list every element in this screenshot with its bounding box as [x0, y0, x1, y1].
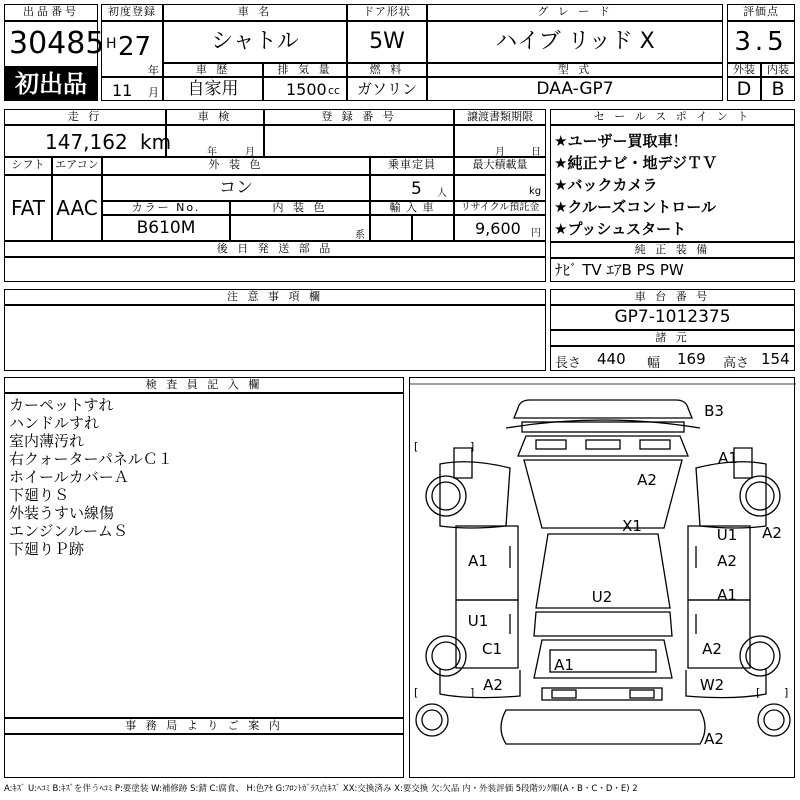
interior-grade-label: 内装 [761, 63, 795, 77]
transfer-deadline-label: 譲渡書類期限 [454, 109, 546, 125]
inspector-remarks [4, 393, 404, 718]
history: 自家用 [163, 77, 263, 101]
model-label: 型 式 [427, 63, 723, 77]
score: 3.5 [727, 21, 795, 63]
interior-color [230, 215, 370, 241]
displacement [263, 77, 347, 101]
sales-points-label: セ ー ル ス ポ イ ン ト [550, 109, 795, 125]
damage-mark-5: X1 [622, 517, 642, 535]
max-load-label: 最大積載量 [454, 157, 546, 175]
sales-points [550, 125, 795, 242]
month-unit: 月 [148, 86, 159, 99]
height: 154 [761, 350, 790, 368]
sales-point-3: ★バックカメラ [554, 176, 658, 194]
registration-number [264, 125, 454, 157]
inspection-label: 車 検 [166, 109, 264, 125]
car-outline [410, 378, 796, 779]
damage-mark-7: A1 [468, 552, 488, 570]
remark-9: 下廻りＰ跡 [9, 540, 85, 558]
damage-mark-4: A2 [762, 524, 782, 542]
damage-diagram [409, 377, 795, 778]
remark-5: ホイールカバーＡ [9, 468, 129, 486]
remark-4: 右クォーターパネルＣ１ [9, 450, 173, 468]
recycle-fee [454, 215, 546, 241]
interior-color-label: 内 装 色 [230, 201, 370, 215]
month: 11 [112, 81, 133, 100]
first-registration-year [101, 21, 163, 77]
shift: FAT [4, 175, 52, 241]
inspection-month-unit: 月 [245, 147, 255, 158]
damage-mark-1: B3 [704, 402, 724, 420]
capacity [370, 175, 454, 201]
sales-point-5: ★プッシュスタート [554, 220, 687, 238]
displacement-unit: cc [328, 84, 341, 97]
svg-text:[: [ [414, 686, 419, 699]
notes-label: 注 意 事 項 欄 [4, 289, 546, 305]
svg-text:[: [ [756, 686, 761, 699]
width-label: 幅 [647, 356, 661, 371]
office-notice [4, 734, 404, 778]
interior-color-unit: 系 [355, 230, 365, 241]
import-box-left [370, 215, 412, 241]
registration-number-label: 登 録 番 号 [264, 109, 454, 125]
sales-point-1: ★ユーザー買取車！ [554, 132, 688, 150]
damage-mark-9: U2 [591, 588, 613, 606]
fuel-label: 燃 料 [347, 63, 427, 77]
recycle-unit: 円 [531, 228, 541, 239]
score-label: 評価点 [727, 4, 795, 21]
chassis-number: GP7-1012375 [550, 305, 795, 330]
office-label: 事 務 局 よ り ご 案 内 [4, 718, 404, 734]
damage-mark-14: A1 [554, 656, 574, 674]
transfer-deadline [454, 125, 546, 157]
damage-mark-17: A2 [704, 730, 724, 748]
door-label: ドア形状 [347, 4, 427, 21]
era: H [106, 36, 117, 52]
damage-mark-10: A1 [717, 586, 737, 604]
transfer-month-unit: 月 [495, 147, 505, 158]
remark-1: カーペットすれ [9, 396, 114, 414]
displacement-value: 1500 [286, 80, 327, 99]
exterior-grade-label: 外装 [727, 63, 761, 77]
damage-mark-3: A2 [637, 471, 657, 489]
dims-label: 諸 元 [550, 330, 795, 346]
color-label: 外 装 色 [102, 157, 370, 175]
car-name-label: 車 名 [163, 4, 347, 21]
aircon-label: エアコン [52, 157, 102, 175]
legend: A:ｷｽﾞ U:ﾍｺﾐ B:ｷｽﾞを伴うﾍｺﾐ P:要塗装 W:補修跡 S:錆 C:腐食、 H:色ｱｾ G:ﾌﾛﾝﾄｶﾞﾗｽ点ｷｽﾞ XX:交換済み X:要交換 欠:欠品 内・外装評価 5段階ﾗﾝｸ順(A・B・C・D・E) 2 [4, 784, 638, 794]
later-parts-label: 後 日 発 送 部 品 [4, 241, 546, 257]
year-unit: 年 [148, 64, 159, 77]
damage-mark-13: A2 [702, 640, 722, 658]
capacity-unit: 人 [437, 188, 447, 199]
import-box-right [412, 215, 454, 241]
length-label: 長さ [555, 356, 582, 371]
width: 169 [677, 350, 706, 368]
shift-label: シフト [4, 157, 52, 175]
remark-8: エンジンルームＳ [9, 522, 128, 540]
grade: ハイブ リッド X [427, 21, 723, 63]
door-type: 5W [347, 21, 427, 63]
svg-text:[: [ [414, 440, 419, 453]
mileage-label: 走 行 [4, 109, 166, 125]
remark-3: 室内薄汚れ [9, 432, 85, 450]
history-label: 車 歴 [163, 63, 263, 77]
max-load-unit: kg [529, 186, 542, 197]
remark-2: ハンドルすれ [9, 414, 100, 432]
interior-grade: B [761, 77, 795, 101]
color-number: B610M [102, 215, 230, 241]
length: 440 [597, 350, 626, 368]
inspector-label: 検 査 員 記 入 欄 [4, 377, 404, 393]
damage-mark-11: U1 [467, 612, 489, 630]
dimensions [550, 346, 795, 371]
mileage [4, 125, 172, 157]
damage-mark-6: U1 [716, 526, 738, 544]
fuel: ガソリン [347, 77, 427, 101]
recycle-label: リサイクル預託金 [454, 201, 546, 215]
equipment-label: 純 正 装 備 [550, 242, 795, 258]
model-code: DAA-GP7 [427, 77, 723, 101]
sales-point-4: ★クルーズコントロール [554, 198, 716, 216]
mileage-value: 147,162 [45, 130, 128, 154]
lot-number: 30485 [4, 21, 98, 67]
color-number-label: カラー No. [102, 201, 230, 215]
max-load [454, 175, 546, 201]
lot-number-label: 出品番号 [4, 4, 98, 21]
transfer-day-unit: 日 [531, 147, 541, 158]
svg-text:]: ] [470, 686, 475, 699]
year: 27 [118, 32, 152, 62]
inspection-year-unit: 年 [207, 147, 217, 158]
grade-label: グ レ ー ド [427, 4, 723, 21]
capacity-value: 5 [411, 179, 422, 199]
notes [4, 305, 546, 371]
remark-6: 下廻りＳ [9, 486, 70, 504]
height-label: 高さ [723, 356, 750, 371]
equipment: ﾅﾋﾞ TV ｴｱB PS PW [550, 258, 795, 282]
exterior-color: コン [102, 175, 370, 201]
capacity-label: 乗車定員 [370, 157, 454, 175]
inspection-date [166, 125, 264, 157]
damage-mark-12: C1 [481, 640, 503, 658]
damage-mark-8: A2 [717, 552, 737, 570]
later-parts [4, 257, 546, 282]
damage-mark-2: A1 [718, 449, 738, 467]
car-name: シャトル [163, 21, 347, 63]
sales-point-2: ★純正ナビ・地デジＴＶ [554, 154, 718, 172]
damage-mark-15: A2 [483, 676, 503, 694]
import-label: 輸 入 車 [370, 201, 454, 215]
exterior-grade: D [727, 77, 761, 101]
svg-text:]: ] [784, 686, 789, 699]
first-registration-month [101, 77, 163, 101]
damage-mark-16: W2 [699, 676, 725, 694]
recycle-value: 9,600 [475, 219, 521, 238]
first-listing-badge: 初出品 [4, 67, 98, 101]
aircon: AAC [52, 175, 102, 241]
displacement-label: 排 気 量 [263, 63, 347, 77]
first-registration-label: 初度登録 [101, 4, 163, 21]
mileage-unit: km [140, 130, 172, 154]
remark-7: 外装うすい線傷 [9, 504, 115, 522]
svg-text:]: ] [470, 440, 475, 453]
chassis-label: 車 台 番 号 [550, 289, 795, 305]
